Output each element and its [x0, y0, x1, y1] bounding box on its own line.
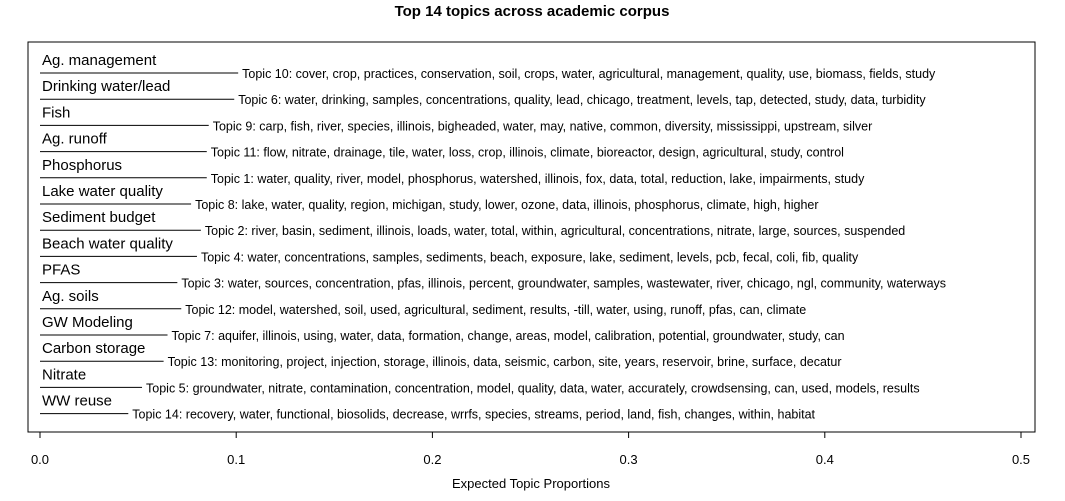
topic-word-label: Topic 2: river, basin, sediment, illinois, loads, water, total, within, agricultural, concentrations, nitrate, large, sources, suspended: [204, 224, 906, 239]
category-label: Nitrate: [42, 366, 87, 384]
category-label: Beach water quality: [42, 235, 173, 253]
topic-word-label: Topic 8: lake, water, quality, region, michigan, study, lower, ozone, data, illinois, phosphorus, climate, high, higher: [195, 198, 819, 212]
x-tick-label: 0.1: [227, 452, 246, 467]
category-label: Ag. runoff: [42, 130, 107, 148]
category-label: Drinking water/lead: [42, 78, 171, 96]
x-axis-label: Expected Topic Proportions: [451, 476, 611, 491]
category-label: Fish: [42, 104, 71, 122]
chart-title: Top 14 topics across academic corpus: [394, 3, 670, 20]
topic-word-label: Topic 10: cover, crop, practices, conservation, soil, crops, water, agricultural, management, quality, use, biomass, fields, study: [242, 67, 936, 81]
category-label: Sediment budget: [42, 209, 156, 227]
x-axis-ticks: [31, 432, 1030, 467]
topic-word-label: Topic 4: water, concentrations, samples, sediments, beach, exposure, lake, sediment, levels, pcb, fecal, coli, fib, quality: [200, 250, 859, 265]
topic-word-label: Topic 11: flow, nitrate, drainage, tile, water, loss, crop, illinois, climate, bioreactor, design, agricultural, study, control: [210, 145, 844, 160]
topic-word-label: Topic 6: water, drinking, samples, concentrations, quality, lead, chicago, treatment, levels, tap, detected, study, data, turbidity: [238, 93, 926, 108]
topic-word-label: Topic 1: water, quality, river, model, phosphorus, watershed, illinois, fox, data, total, reduction, lake, impairments, study: [210, 171, 865, 186]
topic-word-label: Topic 14: recovery, water, functional, biosolids, decrease, wrrfs, species, streams, period, land, fish, changes, within, habitat: [132, 407, 816, 422]
category-label: GW Modeling: [42, 314, 133, 331]
category-label: PFAS: [42, 261, 81, 279]
x-tick-label: 0.4: [815, 452, 834, 467]
category-label: Lake water quality: [42, 183, 163, 200]
category-label: Carbon storage: [42, 340, 146, 358]
x-tick-label: 0.3: [619, 452, 638, 467]
topic-word-label: Topic 5: groundwater, nitrate, contamination, concentration, model, quality, data, water, accurately, crowdsensing, can, used, models, results: [146, 381, 920, 396]
topic-word-label: Topic 13: monitoring, project, injection, storage, illinois, data, seismic, carbon, site, years, reservoir, brine, surface, decatur: [167, 355, 842, 370]
topic-word-label: Topic 7: aquifer, illinois, using, water, data, formation, change, areas, model, calibration, potential, groundwater, study, can: [171, 329, 845, 343]
category-label: Ag. management: [42, 52, 157, 69]
x-tick-label: 0.0: [30, 452, 50, 467]
topic-word-label: Topic 12: model, watershed, soil, used, agricultural, sediment, results, -till, water, using, runoff, pfas, can, climate: [185, 302, 807, 317]
topic-word-label: Topic 3: water, sources, concentration, pfas, illinois, percent, groundwater, samples, wastewater, river, chicago, ngl, community, waterways: [181, 276, 947, 291]
category-label: Phosphorus: [42, 156, 123, 174]
x-tick-label: 0.2: [423, 452, 442, 467]
category-label: Ag. soils: [42, 287, 99, 305]
topic-word-label: Topic 9: carp, fish, river, species, illinois, bigheaded, water, may, native, common, diversity, mississippi, upstream, silver: [212, 119, 873, 134]
x-tick-label: 0.5: [1011, 452, 1031, 467]
category-label: WW reuse: [42, 392, 113, 410]
chart-marks: [40, 52, 946, 422]
